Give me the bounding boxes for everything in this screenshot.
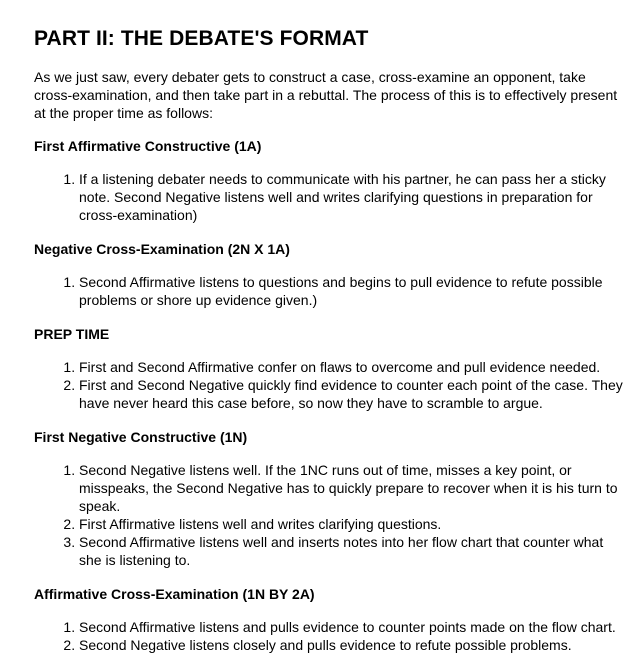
list-item: 1. If a listening debater needs to communicate with his partner, he can pass her a sticky note. Second Negative listens well and writes clarifying questions in preparation for cross-examination) xyxy=(79,170,624,224)
section-list-1n xyxy=(34,461,624,569)
list-item: 2. Second Negative listens closely and pulls evidence to refute possible problems. xyxy=(79,636,624,654)
list-item: 1. Second Affirmative listens and pulls evidence to counter points made on the flow chart. xyxy=(79,618,624,636)
page-title: PART II: THE DEBATE'S FORMAT xyxy=(34,27,369,50)
list-item: 1. Second Affirmative listens to questions and begins to pull evidence to refute possible problems or shore up evidence given.) xyxy=(79,273,624,309)
list-item: 3. Second Affirmative listens well and inserts notes into her flow chart that counter what she is listening to. xyxy=(79,533,624,569)
section-heading-1a: First Affirmative Constructive (1A) xyxy=(34,138,262,154)
section-heading-prep-time: PREP TIME xyxy=(34,326,110,342)
section-heading-aff-cross: Affirmative Cross-Examination (1N BY 2A) xyxy=(34,586,315,602)
list-item: 2. First and Second Negative quickly find evidence to counter each point of the case. They have never heard this case before, so now they have to scramble to argue. xyxy=(79,376,624,412)
section-heading-1n: First Negative Constructive (1N) xyxy=(34,429,248,445)
list-item: 2. First Affirmative listens well and writes clarifying questions. xyxy=(79,515,624,533)
section-list-aff-cross xyxy=(34,618,624,654)
list-item: 1. First and Second Affirmative confer on flaws to overcome and pull evidence needed. xyxy=(79,358,624,376)
document-page xyxy=(34,27,624,670)
intro-paragraph: As we just saw, every debater gets to construct a case, cross-examine an opponent, take cross-examination, and then take part in a rebuttal. The process of this is to effectively present at the proper time as follows: xyxy=(34,69,618,121)
section-list-1a xyxy=(34,170,624,224)
section-heading-neg-cross: Negative Cross-Examination (2N X 1A) xyxy=(34,241,290,257)
section-list-prep-time xyxy=(34,358,624,412)
section-list-neg-cross xyxy=(34,273,624,309)
list-item: 1. Second Negative listens well. If the 1NC runs out of time, misses a key point, or misspeaks, the Second Negative has to quickly prepare to recover when it is his turn to speak. xyxy=(79,461,624,515)
